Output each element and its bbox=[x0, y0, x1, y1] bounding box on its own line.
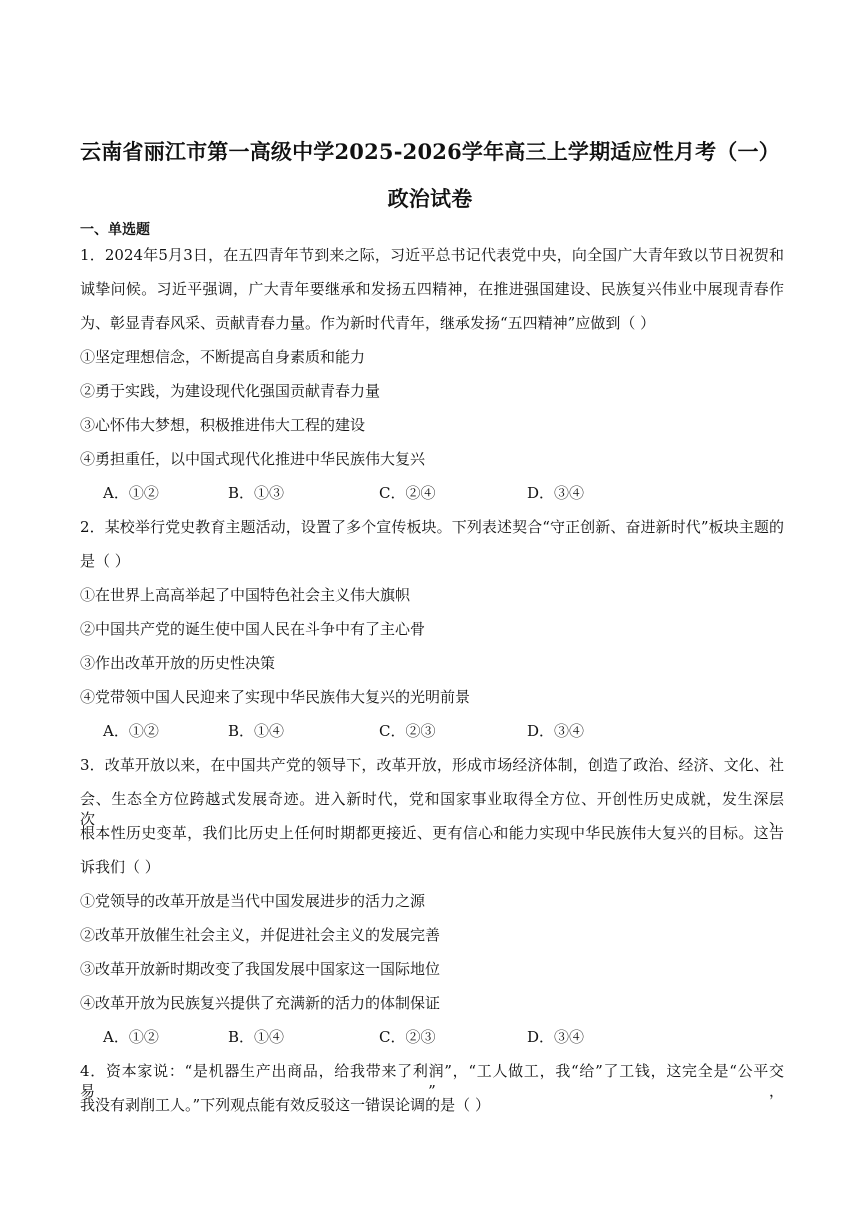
q1-item: ②勇于实践，为建设现代化强国贡献青春力量 bbox=[80, 382, 381, 400]
q2-option-a[interactable]: A．①② bbox=[103, 722, 159, 740]
q3-option-c[interactable]: C．②③ bbox=[379, 1028, 436, 1046]
q2-item: ④党带领中国人民迎来了实现中华民族伟大复兴的光明前景 bbox=[80, 688, 471, 706]
q2-stem-line: 是（ ） bbox=[80, 552, 130, 570]
q1-item: ③心怀伟大梦想，积极推进伟大工程的建设 bbox=[80, 416, 366, 434]
q3-item: ②改革开放催生社会主义，并促进社会主义的发展完善 bbox=[80, 926, 441, 944]
q1-stem-line: 为、彰显青春风采、贡献青春力量。作为新时代青年，继承发扬“五四精神”应做到（ ） bbox=[80, 314, 656, 332]
q3-item: ④改革开放为民族复兴提供了充满新的活力的体制保证 bbox=[80, 994, 441, 1012]
q2-option-c[interactable]: C．②③ bbox=[379, 722, 436, 740]
q3-item: ①党领导的改革开放是当代中国发展进步的活力之源 bbox=[80, 892, 426, 910]
q1-option-d[interactable]: D．③④ bbox=[527, 484, 585, 502]
q2-item: ③作出改革开放的历史性决策 bbox=[80, 654, 276, 672]
q3-stem-line: 会、生态全方位跨越式发展奇迹。进入新时代，党和国家事业取得全方位、开创性历史成就，发生深层次、 bbox=[80, 790, 784, 828]
q2-item: ①在世界上高高举起了中国特色社会主义伟大旗帜 bbox=[80, 586, 411, 604]
exam-title-line2: 政治试卷 bbox=[387, 186, 473, 211]
q1-stem-line: 诚挚问候。习近平强调，广大青年要继承和发扬五四精神，在推进强国建设、民族复兴伟业中展现青春作 bbox=[80, 280, 784, 298]
q1-option-a[interactable]: A．①② bbox=[103, 484, 159, 502]
q1-option-b[interactable]: B．①③ bbox=[228, 484, 285, 502]
q3-item: ③改革开放新时期改变了我国发展中国家这一国际地位 bbox=[80, 960, 441, 978]
q1-option-c[interactable]: C．②④ bbox=[379, 484, 436, 502]
q2-option-b[interactable]: B．①④ bbox=[228, 722, 285, 740]
q3-stem-line: 3．改革开放以来，在中国共产党的领导下，改革开放，形成市场经济体制，创造了政治、经济、文化、社 bbox=[80, 756, 784, 774]
q3-option-a[interactable]: A．①② bbox=[103, 1028, 159, 1046]
q1-stem-line: 1．2024年5月3日，在五四青年节到来之际，习近平总书记代表党中央，向全国广大青年致以节日祝贺和 bbox=[80, 246, 784, 264]
q4-stem-line: 我没有剥削工人。”下列观点能有效反驳这一错误论调的是（ ） bbox=[80, 1096, 490, 1114]
q3-stem-line: 根本性历史变革，我们比历史上任何时期都更接近、更有信心和能力实现中华民族伟大复兴的目标。这告 bbox=[80, 824, 784, 842]
q2-item: ②中国共产党的诞生使中国人民在斗争中有了主心骨 bbox=[80, 620, 426, 638]
section-heading: 一、单选题 bbox=[80, 222, 150, 238]
exam-title-line1: 云南省丽江市第一高级中学2025-2026学年高三上学期适应性月考（一） bbox=[80, 139, 780, 164]
q2-option-d[interactable]: D．③④ bbox=[527, 722, 585, 740]
q3-stem-line: 诉我们（ ） bbox=[80, 858, 160, 876]
q2-stem-line: 2．某校举行党史教育主题活动，设置了多个宣传板块。下列表述契合“守正创新、奋进新时代”板块主题的 bbox=[80, 518, 784, 536]
q3-option-d[interactable]: D．③④ bbox=[527, 1028, 585, 1046]
q1-item: ④勇担重任，以中国式现代化推进中华民族伟大复兴 bbox=[80, 450, 426, 468]
q1-item: ①坚定理想信念，不断提高自身素质和能力 bbox=[80, 348, 366, 366]
q4-stem-line: 4．资本家说：“是机器生产出商品，给我带来了利润”，“工人做工，我“给”了工钱，这完全是“公平交易”， bbox=[80, 1062, 784, 1100]
q3-option-b[interactable]: B．①④ bbox=[228, 1028, 285, 1046]
